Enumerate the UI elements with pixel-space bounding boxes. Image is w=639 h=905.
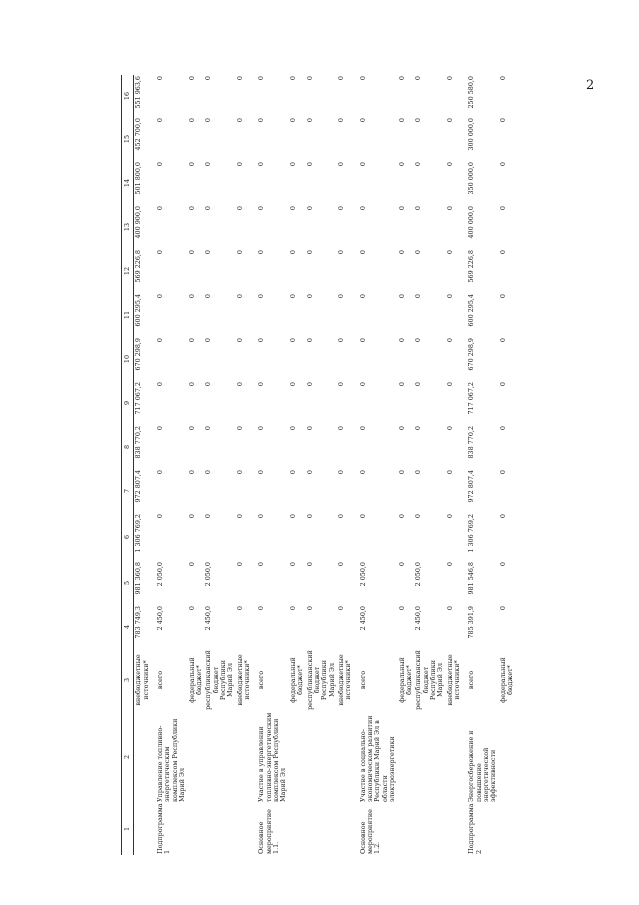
value-cell: 0 (305, 294, 314, 299)
value-cell: 0 (397, 338, 406, 343)
value-cell: 0 (235, 338, 244, 343)
value-cell: 0 (257, 206, 266, 211)
value-cell: 350 000,0 (467, 162, 476, 195)
value-cell: 0 (257, 606, 266, 611)
name-cell (499, 711, 516, 803)
value-cell: 0 (358, 76, 367, 81)
value-cell: 0 (336, 382, 345, 387)
column-header: 6 (122, 513, 134, 561)
value-cell: 0 (498, 470, 507, 475)
program-cell: Подпрограмма 1 (156, 803, 172, 854)
value-cell: 0 (336, 294, 345, 299)
value-cell: 0 (414, 514, 423, 519)
column-header: 15 (122, 117, 134, 161)
program-cell (499, 803, 516, 855)
value-cell: 1 306 769,2 (134, 514, 143, 553)
value-cell: 0 (498, 294, 507, 299)
value-cell: 0 (336, 470, 345, 475)
table-row (499, 75, 516, 855)
column-header: 1 (122, 803, 134, 855)
value-cell: 0 (445, 76, 454, 81)
source-cell: внебюджетные источники* (336, 654, 353, 706)
value-cell: 0 (204, 118, 213, 123)
program-cell: Основное мероприятие 1.1. (257, 809, 281, 854)
name-cell (236, 711, 253, 803)
table-row (414, 75, 445, 855)
value-cell: 0 (336, 426, 345, 431)
value-cell: 0 (204, 514, 213, 519)
table-row (134, 75, 151, 855)
value-cell: 0 (257, 162, 266, 167)
value-cell: 0 (305, 162, 314, 167)
value-cell: 0 (257, 382, 266, 387)
column-header: 5 (122, 561, 134, 605)
table-row (252, 75, 288, 855)
table-row (289, 75, 306, 855)
table-row (337, 75, 354, 855)
value-cell: 0 (397, 562, 406, 567)
source-cell: федеральный бюджет* (288, 657, 305, 703)
table-row (462, 75, 498, 855)
source-cell: всего (257, 670, 266, 690)
value-cell: 0 (445, 206, 454, 211)
value-cell: 0 (498, 338, 507, 343)
value-cell: 0 (204, 162, 213, 167)
value-cell: 0 (397, 162, 406, 167)
name-cell (188, 711, 205, 803)
source-cell: федеральный бюджет* (397, 657, 413, 703)
value-cell: 0 (305, 338, 314, 343)
table-row (151, 75, 187, 855)
value-cell: 972 807,4 (134, 470, 143, 503)
value-cell: 0 (414, 338, 423, 343)
value-cell: 0 (204, 76, 213, 81)
source-cell: республиканский бюджет Республики Марий Эл (204, 650, 235, 710)
value-cell: 0 (305, 76, 314, 81)
name-cell (446, 711, 463, 803)
value-cell: 2 450,0 (414, 606, 423, 631)
program-cell (236, 803, 253, 855)
value-cell: 0 (498, 606, 507, 611)
program-cell (337, 803, 354, 855)
name-cell (134, 711, 151, 803)
value-cell: 0 (305, 426, 314, 431)
value-cell: 2 050,0 (156, 562, 165, 587)
value-cell: 0 (235, 426, 244, 431)
value-cell: 0 (187, 162, 196, 167)
value-cell: 0 (498, 514, 507, 519)
value-cell: 981 546,8 (467, 562, 476, 595)
value-cell: 0 (397, 294, 406, 299)
value-cell: 670 298,9 (467, 338, 476, 371)
value-cell: 0 (257, 338, 266, 343)
name-cell (414, 711, 445, 803)
source-cell: республиканский бюджет Республики Марий Эл (414, 650, 445, 710)
value-cell: 250 580,0 (467, 76, 476, 109)
value-cell: 0 (156, 382, 165, 387)
value-cell: 0 (187, 426, 196, 431)
value-cell: 0 (187, 606, 196, 611)
value-cell: 0 (305, 606, 314, 611)
value-cell: 0 (397, 206, 406, 211)
name-cell: Энергосбережение и повышение энергетической эффективности (467, 730, 498, 802)
value-cell: 0 (414, 206, 423, 211)
value-cell: 0 (336, 162, 345, 167)
value-cell: 0 (498, 426, 507, 431)
rotated-table-sheet (121, 75, 526, 855)
value-cell: 0 (257, 76, 266, 81)
value-cell: 0 (358, 250, 367, 255)
value-cell: 300 000,0 (467, 118, 476, 151)
table-row (188, 75, 205, 855)
value-cell: 0 (305, 470, 314, 475)
value-cell: 2 050,0 (204, 562, 213, 587)
value-cell: 2 450,0 (358, 606, 367, 631)
value-cell: 0 (358, 118, 367, 123)
value-cell: 0 (156, 206, 165, 211)
value-cell: 0 (336, 206, 345, 211)
source-cell: всего (156, 670, 165, 690)
value-cell: 1 306 769,2 (467, 514, 476, 553)
value-cell: 0 (397, 250, 406, 255)
value-cell: 0 (397, 470, 406, 475)
value-cell: 0 (336, 76, 345, 81)
name-cell (306, 711, 337, 803)
value-cell: 0 (358, 338, 367, 343)
value-cell: 0 (397, 118, 406, 123)
value-cell: 0 (414, 250, 423, 255)
column-header: 7 (122, 469, 134, 513)
value-cell: 0 (288, 294, 297, 299)
value-cell: 0 (204, 294, 213, 299)
value-cell: 0 (358, 514, 367, 519)
source-cell: федеральный бюджет* (498, 657, 515, 703)
table-row (306, 75, 337, 855)
value-cell: 0 (288, 382, 297, 387)
value-cell: 2 450,0 (156, 606, 165, 631)
table-row (354, 75, 398, 855)
value-cell: 0 (156, 162, 165, 167)
value-cell: 0 (358, 162, 367, 167)
value-cell: 0 (288, 470, 297, 475)
value-cell: 0 (358, 206, 367, 211)
value-cell: 0 (288, 206, 297, 211)
value-cell: 2 450,0 (204, 606, 213, 631)
value-cell: 0 (445, 294, 454, 299)
value-cell: 0 (305, 206, 314, 211)
value-cell: 0 (336, 562, 345, 567)
column-header: 8 (122, 425, 134, 469)
value-cell: 0 (445, 514, 454, 519)
value-cell: 501 800,0 (134, 162, 143, 195)
value-cell: 0 (257, 250, 266, 255)
value-cell: 0 (305, 562, 314, 567)
value-cell: 783 749,3 (134, 606, 143, 639)
value-cell: 0 (445, 470, 454, 475)
program-cell (446, 803, 463, 855)
financing-table (121, 75, 516, 855)
value-cell: 0 (305, 514, 314, 519)
program-cell: Подпрограмма 2 (467, 803, 483, 854)
value-cell: 0 (235, 562, 244, 567)
column-header: 10 (122, 337, 134, 381)
value-cell: 0 (187, 76, 196, 81)
name-cell: Управление топливно-энергетическим комплексом Республики Марий Эл (156, 718, 187, 802)
value-cell: 0 (204, 338, 213, 343)
table-row (204, 75, 235, 855)
table-row (398, 75, 415, 855)
value-cell: 0 (498, 76, 507, 81)
value-cell: 0 (204, 250, 213, 255)
source-cell: республиканский бюджет Республики Марий Эл (305, 650, 336, 710)
value-cell: 0 (187, 118, 196, 123)
value-cell: 0 (156, 514, 165, 519)
value-cell: 0 (235, 294, 244, 299)
value-cell: 0 (257, 426, 266, 431)
value-cell: 0 (235, 382, 244, 387)
program-cell: Основное мероприятие 1.2. (358, 809, 382, 854)
value-cell: 0 (414, 76, 423, 81)
source-cell: всего (467, 670, 476, 690)
value-cell: 0 (336, 514, 345, 519)
column-header: 2 (122, 711, 134, 803)
value-cell: 0 (445, 382, 454, 387)
value-cell: 0 (358, 426, 367, 431)
value-cell: 0 (498, 206, 507, 211)
value-cell: 838 770,2 (467, 426, 476, 459)
value-cell: 0 (257, 562, 266, 567)
source-cell: внебюджетные источники* (235, 654, 252, 706)
source-cell: внебюджетные источники* (134, 654, 150, 706)
value-cell: 0 (204, 206, 213, 211)
name-cell (289, 711, 306, 803)
table-body (134, 75, 516, 855)
name-cell: Участие в социально-экономическом развитии Республики Марий Эл в области электроэнергетики (358, 715, 397, 802)
value-cell: 972 807,4 (467, 470, 476, 503)
value-cell: 0 (288, 606, 297, 611)
value-cell: 0 (288, 118, 297, 123)
value-cell: 0 (187, 382, 196, 387)
value-cell: 981 360,8 (134, 562, 143, 595)
value-cell: 0 (235, 162, 244, 167)
value-cell: 0 (358, 294, 367, 299)
value-cell: 0 (305, 250, 314, 255)
source-cell: федеральный бюджет* (187, 657, 203, 703)
value-cell: 0 (498, 118, 507, 123)
value-cell: 0 (156, 338, 165, 343)
value-cell: 0 (445, 562, 454, 567)
value-cell: 0 (156, 76, 165, 81)
value-cell: 0 (257, 514, 266, 519)
source-cell: внебюджетные источники* (445, 654, 462, 706)
value-cell: 838 770,2 (134, 426, 143, 459)
value-cell: 0 (498, 562, 507, 567)
name-cell: Участие в управлении топливно-энергетическим комплексом Республики Марий Эл (257, 712, 288, 802)
column-header: 12 (122, 249, 134, 293)
value-cell: 452 700,0 (134, 118, 143, 151)
value-cell: 0 (358, 382, 367, 387)
value-cell: 0 (156, 250, 165, 255)
value-cell: 0 (397, 606, 406, 611)
value-cell: 0 (358, 470, 367, 475)
value-cell: 0 (187, 470, 196, 475)
value-cell: 0 (288, 250, 297, 255)
column-header: 14 (122, 161, 134, 205)
value-cell: 0 (414, 382, 423, 387)
value-cell: 0 (235, 250, 244, 255)
value-cell: 0 (498, 162, 507, 167)
value-cell: 0 (397, 426, 406, 431)
value-cell: 0 (235, 606, 244, 611)
value-cell: 0 (498, 382, 507, 387)
column-header: 3 (122, 649, 134, 711)
value-cell: 0 (414, 162, 423, 167)
value-cell: 2 050,0 (414, 562, 423, 587)
value-cell: 0 (187, 250, 196, 255)
value-cell: 0 (235, 118, 244, 123)
value-cell: 0 (445, 162, 454, 167)
value-cell: 600 295,4 (467, 294, 476, 327)
value-cell: 0 (156, 118, 165, 123)
value-cell: 0 (187, 562, 196, 567)
value-cell: 0 (257, 118, 266, 123)
value-cell: 0 (288, 338, 297, 343)
value-cell: 717 067,2 (134, 382, 143, 415)
value-cell: 0 (414, 118, 423, 123)
value-cell: 0 (414, 426, 423, 431)
value-cell: 0 (235, 206, 244, 211)
program-cell (398, 803, 415, 855)
value-cell: 0 (305, 118, 314, 123)
value-cell: 0 (305, 382, 314, 387)
value-cell: 785 391,9 (467, 606, 476, 639)
value-cell: 600 295,4 (134, 294, 143, 327)
table-row (236, 75, 253, 855)
value-cell: 0 (336, 250, 345, 255)
value-cell: 0 (187, 206, 196, 211)
value-cell: 0 (445, 250, 454, 255)
value-cell: 0 (235, 470, 244, 475)
value-cell: 0 (156, 470, 165, 475)
value-cell: 0 (288, 76, 297, 81)
name-cell (337, 711, 354, 803)
value-cell: 569 226,8 (134, 250, 143, 283)
program-cell (289, 803, 306, 855)
value-cell: 0 (445, 426, 454, 431)
value-cell: 0 (204, 382, 213, 387)
value-cell: 569 226,8 (467, 250, 476, 283)
value-cell: 0 (397, 514, 406, 519)
value-cell: 0 (257, 470, 266, 475)
value-cell: 0 (445, 118, 454, 123)
value-cell: 0 (414, 470, 423, 475)
value-cell: 0 (288, 162, 297, 167)
column-header: 16 (122, 75, 134, 117)
table-row (446, 75, 463, 855)
value-cell: 0 (336, 606, 345, 611)
value-cell: 0 (445, 606, 454, 611)
column-header: 13 (122, 205, 134, 249)
value-cell: 400 900,0 (134, 206, 143, 239)
value-cell: 0 (414, 294, 423, 299)
column-header: 11 (122, 293, 134, 337)
value-cell: 400 000,0 (467, 206, 476, 239)
value-cell: 0 (397, 382, 406, 387)
value-cell: 0 (288, 562, 297, 567)
value-cell: 670 298,9 (134, 338, 143, 371)
value-cell: 0 (445, 338, 454, 343)
value-cell: 0 (397, 76, 406, 81)
value-cell: 551 963,6 (134, 76, 143, 109)
value-cell: 0 (156, 294, 165, 299)
source-cell: всего (358, 670, 367, 690)
value-cell: 0 (187, 294, 196, 299)
header-row (122, 75, 134, 855)
value-cell: 0 (288, 514, 297, 519)
program-cell (414, 803, 445, 855)
page-number: 2 (586, 78, 595, 93)
column-header: 4 (122, 605, 134, 649)
value-cell: 0 (257, 294, 266, 299)
value-cell: 0 (187, 514, 196, 519)
value-cell: 717 067,2 (467, 382, 476, 415)
value-cell: 0 (336, 118, 345, 123)
value-cell: 0 (204, 426, 213, 431)
program-cell (306, 803, 337, 855)
program-cell (188, 803, 205, 855)
name-cell (398, 711, 415, 803)
value-cell: 0 (204, 470, 213, 475)
program-cell (204, 803, 235, 855)
name-cell (204, 711, 235, 803)
value-cell: 0 (235, 514, 244, 519)
value-cell: 0 (498, 250, 507, 255)
value-cell: 0 (235, 76, 244, 81)
column-header: 9 (122, 381, 134, 425)
value-cell: 0 (336, 338, 345, 343)
value-cell: 0 (187, 338, 196, 343)
value-cell: 0 (156, 426, 165, 431)
value-cell: 0 (288, 426, 297, 431)
program-cell (134, 803, 151, 855)
value-cell: 2 050,0 (358, 562, 367, 587)
